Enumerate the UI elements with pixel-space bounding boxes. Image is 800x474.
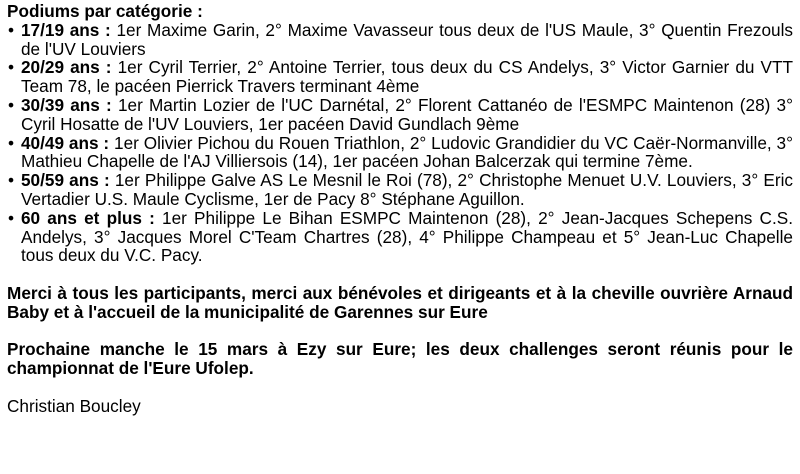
podium-category: 20/29 ans :	[21, 57, 112, 78]
thanks-paragraph: Merci à tous les participants, merci aux bénévoles et dirigeants et à la cheville ouvrière Arnaud Baby et à l'accueil de la municipalité de Garennes sur Eure	[7, 282, 793, 322]
podium-category: 50/59 ans :	[21, 170, 110, 191]
podium-results: 1er Olivier Pichou du Rouen Triathlon, 2° Ludovic Grandidier du VC Caër-Normanville, 3° Mathieu Chapelle de l'AJ Villiersois (14), 1er pacéen Johan Balcerzak qui termine 7ème.	[21, 132, 793, 172]
podium-results: 1er Cyril Terrier, 2° Antoine Terrier, tous deux du CS Andelys, 3° Victor Garnier du VTT Team 78, le pacéen Pierrick Travers terminant 4ème	[21, 57, 793, 97]
spacer	[7, 265, 793, 284]
podium-results: 1er Philippe Le Bihan ESMPC Maintenon (28), 2° Jean-Jacques Schepens C.S. Andelys, 3° Jacques Morel C'Team Chartres (28), 4° Philippe Champeau et 5° Jean-Luc Chapelle tous deux du V.C. Pacy.	[21, 207, 793, 266]
author-signature: Christian Boucley	[7, 395, 141, 416]
podium-category: 60 ans et plus :	[21, 207, 155, 228]
spacer	[7, 378, 793, 397]
podium-results: 1er Martin Lozier de l'UC Darnétal, 2° Florent Cattanéo de l'ESMPC Maintenon (28) 3° Cyril Hosatte de l'UV Louviers, 1er pacéen David Gundlach 9ème	[21, 94, 793, 134]
podium-results: 1er Philippe Galve AS Le Mesnil le Roi (78), 2° Christophe Menuet U.V. Louviers, 3° Eric Vertadier U.S. Maule Cyclisme, 1er de Pacy 8° Stéphane Aguillon.	[21, 170, 793, 209]
podium-results: 1er Maxime Garin, 2° Maxime Vavasseur tous deux de l'US Maule, 3° Quentin Frezouls de l'UV Louviers	[21, 19, 793, 59]
podium-item-30-39	[7, 96, 793, 134]
podium-item-20-29	[7, 58, 793, 96]
podium-item-40-49	[7, 134, 793, 172]
podiums-list	[7, 21, 793, 265]
podium-category: 17/19 ans :	[21, 19, 111, 40]
podiums-heading: Podiums par catégorie :	[7, 1, 203, 21]
next-round-paragraph: Prochaine manche le 15 mars à Ezy sur Eure; les deux challenges seront réunis pour le championnat de l'Eure Ufolep.	[7, 339, 793, 379]
podium-category: 40/49 ans :	[21, 132, 110, 153]
podium-category: 30/39 ans :	[21, 94, 112, 115]
podium-item-50-59	[7, 171, 793, 209]
podium-item-60-plus	[7, 209, 793, 265]
spacer	[7, 322, 793, 341]
podium-item-17-19	[7, 21, 793, 59]
